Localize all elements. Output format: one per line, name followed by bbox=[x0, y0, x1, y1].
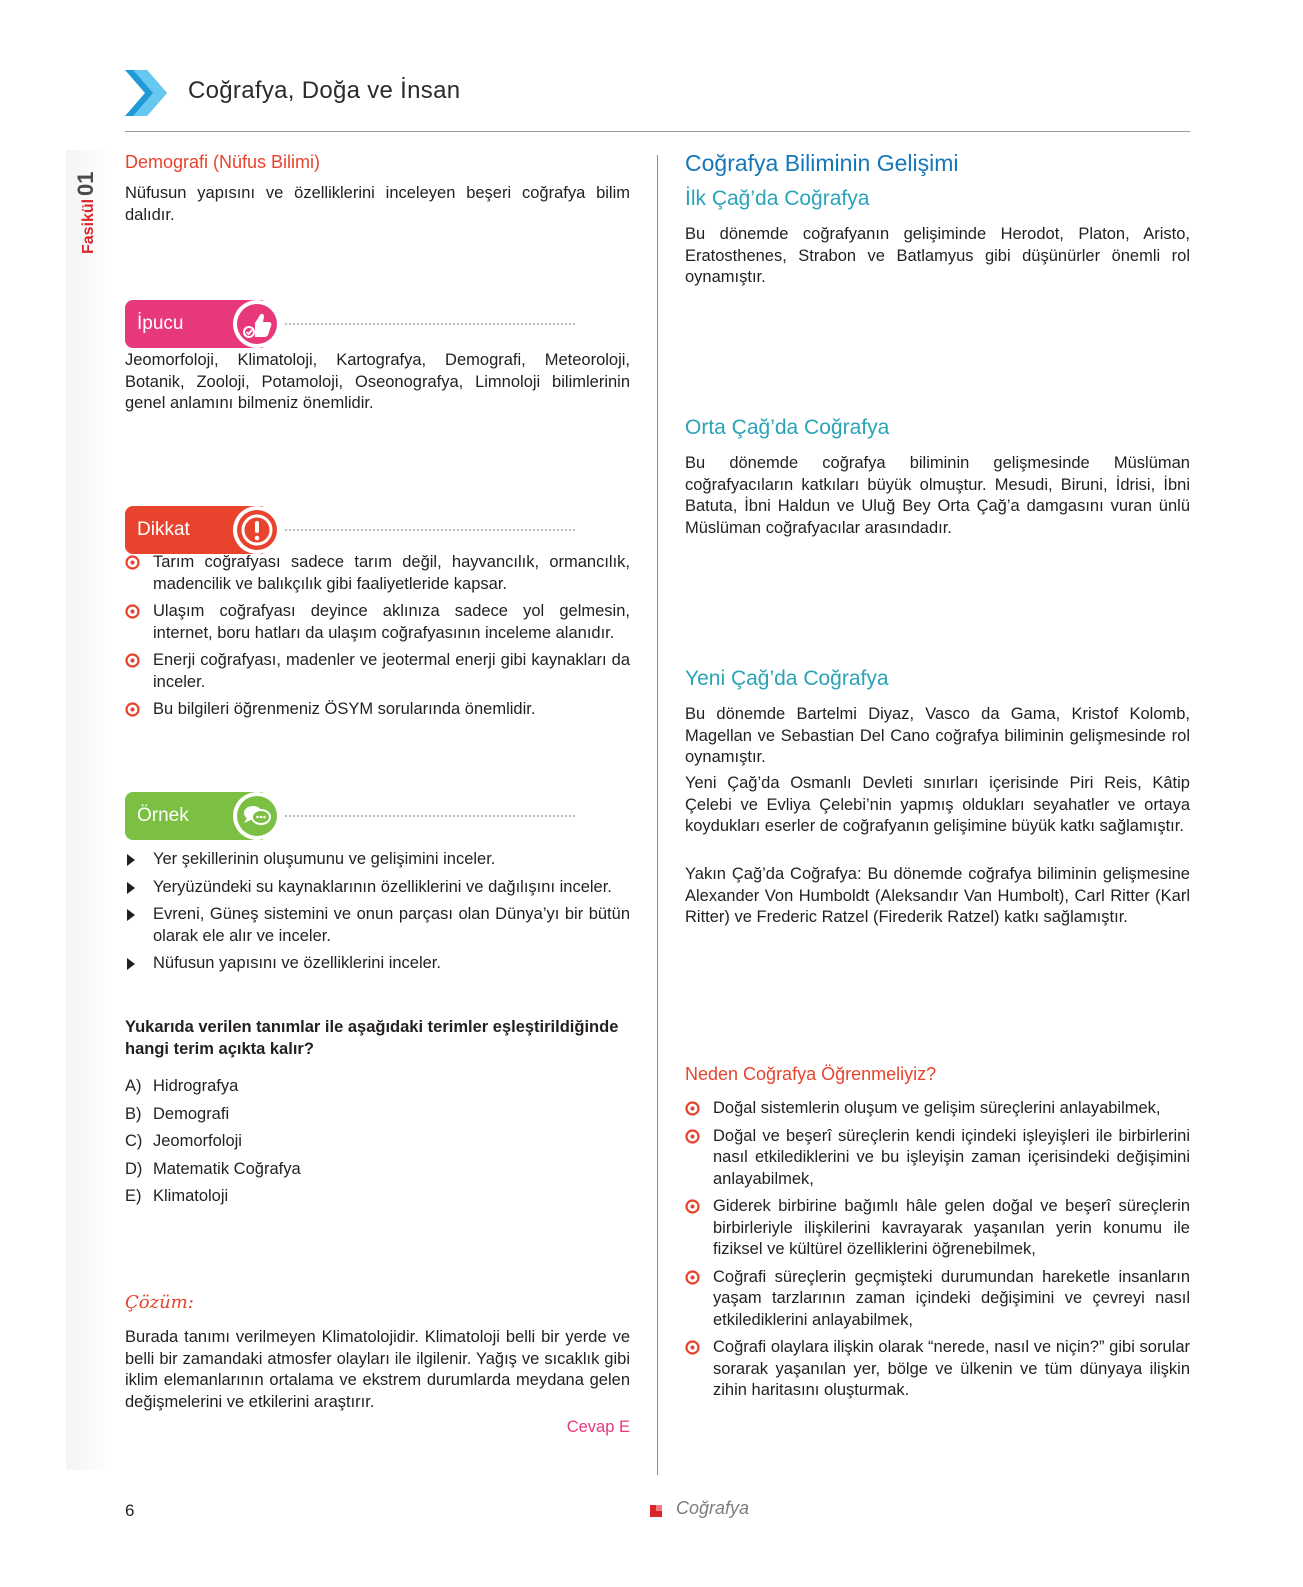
speech-bubbles-icon bbox=[237, 796, 277, 836]
list-item: Tarım coğrafyası sadece tarım değil, hayvancılık, ormancılık, madencilik ve balıkçılık gibi faaliyetleride kapsar. bbox=[125, 552, 630, 595]
right-main-title: Coğrafya Biliminin Gelişimi bbox=[685, 150, 959, 176]
chapter-title: Coğrafya, Doğa ve İnsan bbox=[188, 77, 461, 104]
ornek-tag-label: Örnek bbox=[137, 805, 189, 826]
triangle-bullet-icon bbox=[127, 958, 135, 970]
ilk-cag-title: İlk Çağ’da Coğrafya bbox=[685, 187, 870, 210]
ilk-cag-text: Bu dönemde coğrafyanın gelişiminde Herodot, Platon, Aristo, Eratosthenes, Strabon ve Batlamyus gibi düşünürler önemli rol oynamıştır. bbox=[685, 225, 1190, 286]
option-e: E) Klimatoloji bbox=[125, 1187, 229, 1205]
cozum-text: Burada tanımı verilmeyen Klimatolojidir. Klimatoloji belli bir yerde ve belli bir zamandaki atmosfer olayları ile ilgilenir. Yağış ve sıcaklık gibi iklim elemanlarının ortalama ve ekstrem durumlarda meydana gelen değişmelerini ve etkilerini araştırır. bbox=[125, 1328, 630, 1411]
option-a: A) Hidrografya bbox=[125, 1077, 239, 1095]
ipucu-text: Jeomorfoloji, Klimatoloji, Kartografya, Demografi, Meteoroloji, Botanik, Zooloji, Potamoloji, Oseonografya, Limnoloji bilimlerinin genel anlamını bilmeniz önemlidir. bbox=[125, 351, 630, 412]
orta-cag-title: Orta Çağ’da Coğrafya bbox=[685, 416, 890, 439]
list-item: Doğal sistemlerin oluşum ve gelişim süreçlerini anlayabilmek, bbox=[685, 1098, 1190, 1120]
target-bullet-icon bbox=[125, 702, 140, 717]
list-item: Doğal ve beşerî süreçlerin kendi içindeki işleyişleri ile birbirlerini nasıl etkilediklerini ve bu işleyişin zaman içerisindeki değişimini anlayabilmek, bbox=[685, 1126, 1190, 1191]
list-item: Enerji coğrafyası, madenler ve jeotermal enerji gibi kaynakları da inceler. bbox=[125, 650, 630, 693]
ornek-list bbox=[125, 849, 630, 981]
demografi-text: Nüfusun yapısını ve özelliklerini inceleyen beşeri coğrafya bilim dalıdır. bbox=[125, 184, 630, 224]
triangle-bullet-icon bbox=[127, 882, 135, 894]
option-b: B) Demografi bbox=[125, 1104, 230, 1123]
exclamation-icon bbox=[237, 510, 277, 550]
fasikul-word: Fasikül bbox=[80, 198, 97, 254]
ipucu-tag bbox=[125, 300, 455, 348]
list-item: Nüfusun yapısını ve özelliklerini inceler. bbox=[125, 953, 630, 975]
question-text: Yukarıda verilen tanımlar ile aşağıdaki terimler eşleştirildiğinde hangi terim açıkta kalır? bbox=[125, 1018, 619, 1058]
header-divider bbox=[125, 131, 1190, 132]
list-item: Coğrafi süreçlerin geçmişteki durumundan hareketle insanların yaşam tarzlarının zaman içindeki değişimini ve çevreyi nasıl etkilediklerini anlayabilmek, bbox=[685, 1267, 1190, 1332]
target-bullet-icon bbox=[125, 604, 140, 619]
target-bullet-icon bbox=[685, 1101, 700, 1116]
fasikul-number: 01 bbox=[73, 171, 98, 196]
target-bullet-icon bbox=[125, 653, 140, 668]
footer-subject: Coğrafya bbox=[676, 1498, 750, 1518]
column-divider bbox=[657, 155, 658, 1475]
side-strip bbox=[66, 150, 111, 1470]
option-d: D) Matematik Coğrafya bbox=[125, 1159, 301, 1178]
target-bullet-icon bbox=[685, 1129, 700, 1144]
neden-list bbox=[685, 1098, 1190, 1408]
list-item: Giderek birbirine bağımlı hâle gelen doğal ve beşerî süreçlerin birbirleriyle ilişkilerini kavrayarak yaşanılan yerin konumu ile fiziksel ve kültürel özelliklerini öğrenebilmek, bbox=[685, 1196, 1190, 1261]
chevron-logo-icon bbox=[125, 70, 167, 116]
list-item: Bu bilgileri öğrenmeniz ÖSYM sorularında önemlidir. bbox=[125, 699, 630, 721]
page-number: 6 bbox=[125, 1501, 135, 1520]
dikkat-list bbox=[125, 552, 630, 727]
dikkat-tag-label: Dikkat bbox=[137, 519, 190, 540]
neden-title: Neden Coğrafya Öğrenmeliyiz? bbox=[685, 1064, 937, 1084]
yeni-cag-paragraph-2: Yeni Çağ’da Osmanlı Devleti sınırları içerisinde Piri Reis, Kâtip Çelebi ve Evliya Çelebi’nin yapmış oldukları seyahatler ve ortaya koydukları eserler de coğrafyanın gelişimine büyük katkı sağlamıştır. bbox=[685, 774, 1190, 835]
target-bullet-icon bbox=[685, 1340, 700, 1355]
orta-cag-text: Bu dönemde coğrafya biliminin gelişmesinde Müslüman coğrafyacıların katkıları büyük olmuştur. Mesudi, Biruni, İdrisi, İbni Batuta, İbni Haldun ve Uluğ Bey Orta Çağ’a damgasını vuran ünlü Müslüman coğrafyacılar arasındadır. bbox=[685, 454, 1190, 537]
triangle-bullet-icon bbox=[127, 854, 135, 866]
cozum-title: Çözüm: bbox=[125, 1292, 194, 1313]
demografi-title: Demografi (Nüfus Bilimi) bbox=[125, 152, 321, 172]
target-bullet-icon bbox=[685, 1199, 700, 1214]
list-item: Coğrafi olaylara ilişkin olarak “nerede, nasıl ve niçin?” gibi sorular sorarak yaşanılan yer, bölge ve ülkenin ve tüm dünyaya ilişkin zihin haritasını oluşturmak. bbox=[685, 1337, 1190, 1402]
yeni-cag-paragraph-3: Yakın Çağ’da Coğrafya: Bu dönemde coğrafya biliminin gelişmesine Alexander Von Humboldt (Aleksandır Van Humbolt), Carl Ritter (Karl Ritter) ve Frederic Ratzel (Firederik Ratzel) katkı sağlamıştır. bbox=[685, 865, 1190, 926]
answer-options bbox=[125, 1076, 630, 1214]
list-item: Ulaşım coğrafyası deyince aklınıza sadece yol gelmesin, internet, boru hatları da ulaşım coğrafyasının inceleme alanıdır. bbox=[125, 601, 630, 644]
yeni-cag-paragraph-1: Bu dönemde Bartelmi Diyaz, Vasco da Gama, Kristof Kolomb, Magellan ve Sebastian Del Cano coğrafya biliminin gelişmesinde rol oynamıştır. bbox=[685, 705, 1190, 766]
yeni-cag-title: Yeni Çağ’da Coğrafya bbox=[685, 667, 889, 690]
list-item: Yeryüzündeki su kaynaklarının özelliklerini ve dağılışını inceler. bbox=[125, 877, 630, 899]
triangle-bullet-icon bbox=[127, 909, 135, 921]
option-c: C) Jeomorfoloji bbox=[125, 1132, 242, 1150]
dikkat-tag bbox=[125, 506, 455, 554]
list-item: Evreni, Güneş sistemini ve onun parçası olan Dünya’yı bir bütün olarak ele alır ve inceler. bbox=[125, 904, 630, 947]
thumbs-up-icon bbox=[237, 304, 277, 344]
footer-square-icon bbox=[650, 1505, 662, 1517]
ipucu-tag-label: İpucu bbox=[137, 313, 184, 334]
target-bullet-icon bbox=[125, 555, 140, 570]
target-bullet-icon bbox=[685, 1270, 700, 1285]
fasikul-label bbox=[69, 152, 109, 256]
demografi-section bbox=[125, 150, 630, 226]
list-item: Yer şekillerinin oluşumunu ve gelişimini inceler. bbox=[125, 849, 630, 871]
answer-label: Cevap E bbox=[566, 1418, 630, 1436]
ornek-tag bbox=[125, 792, 455, 840]
